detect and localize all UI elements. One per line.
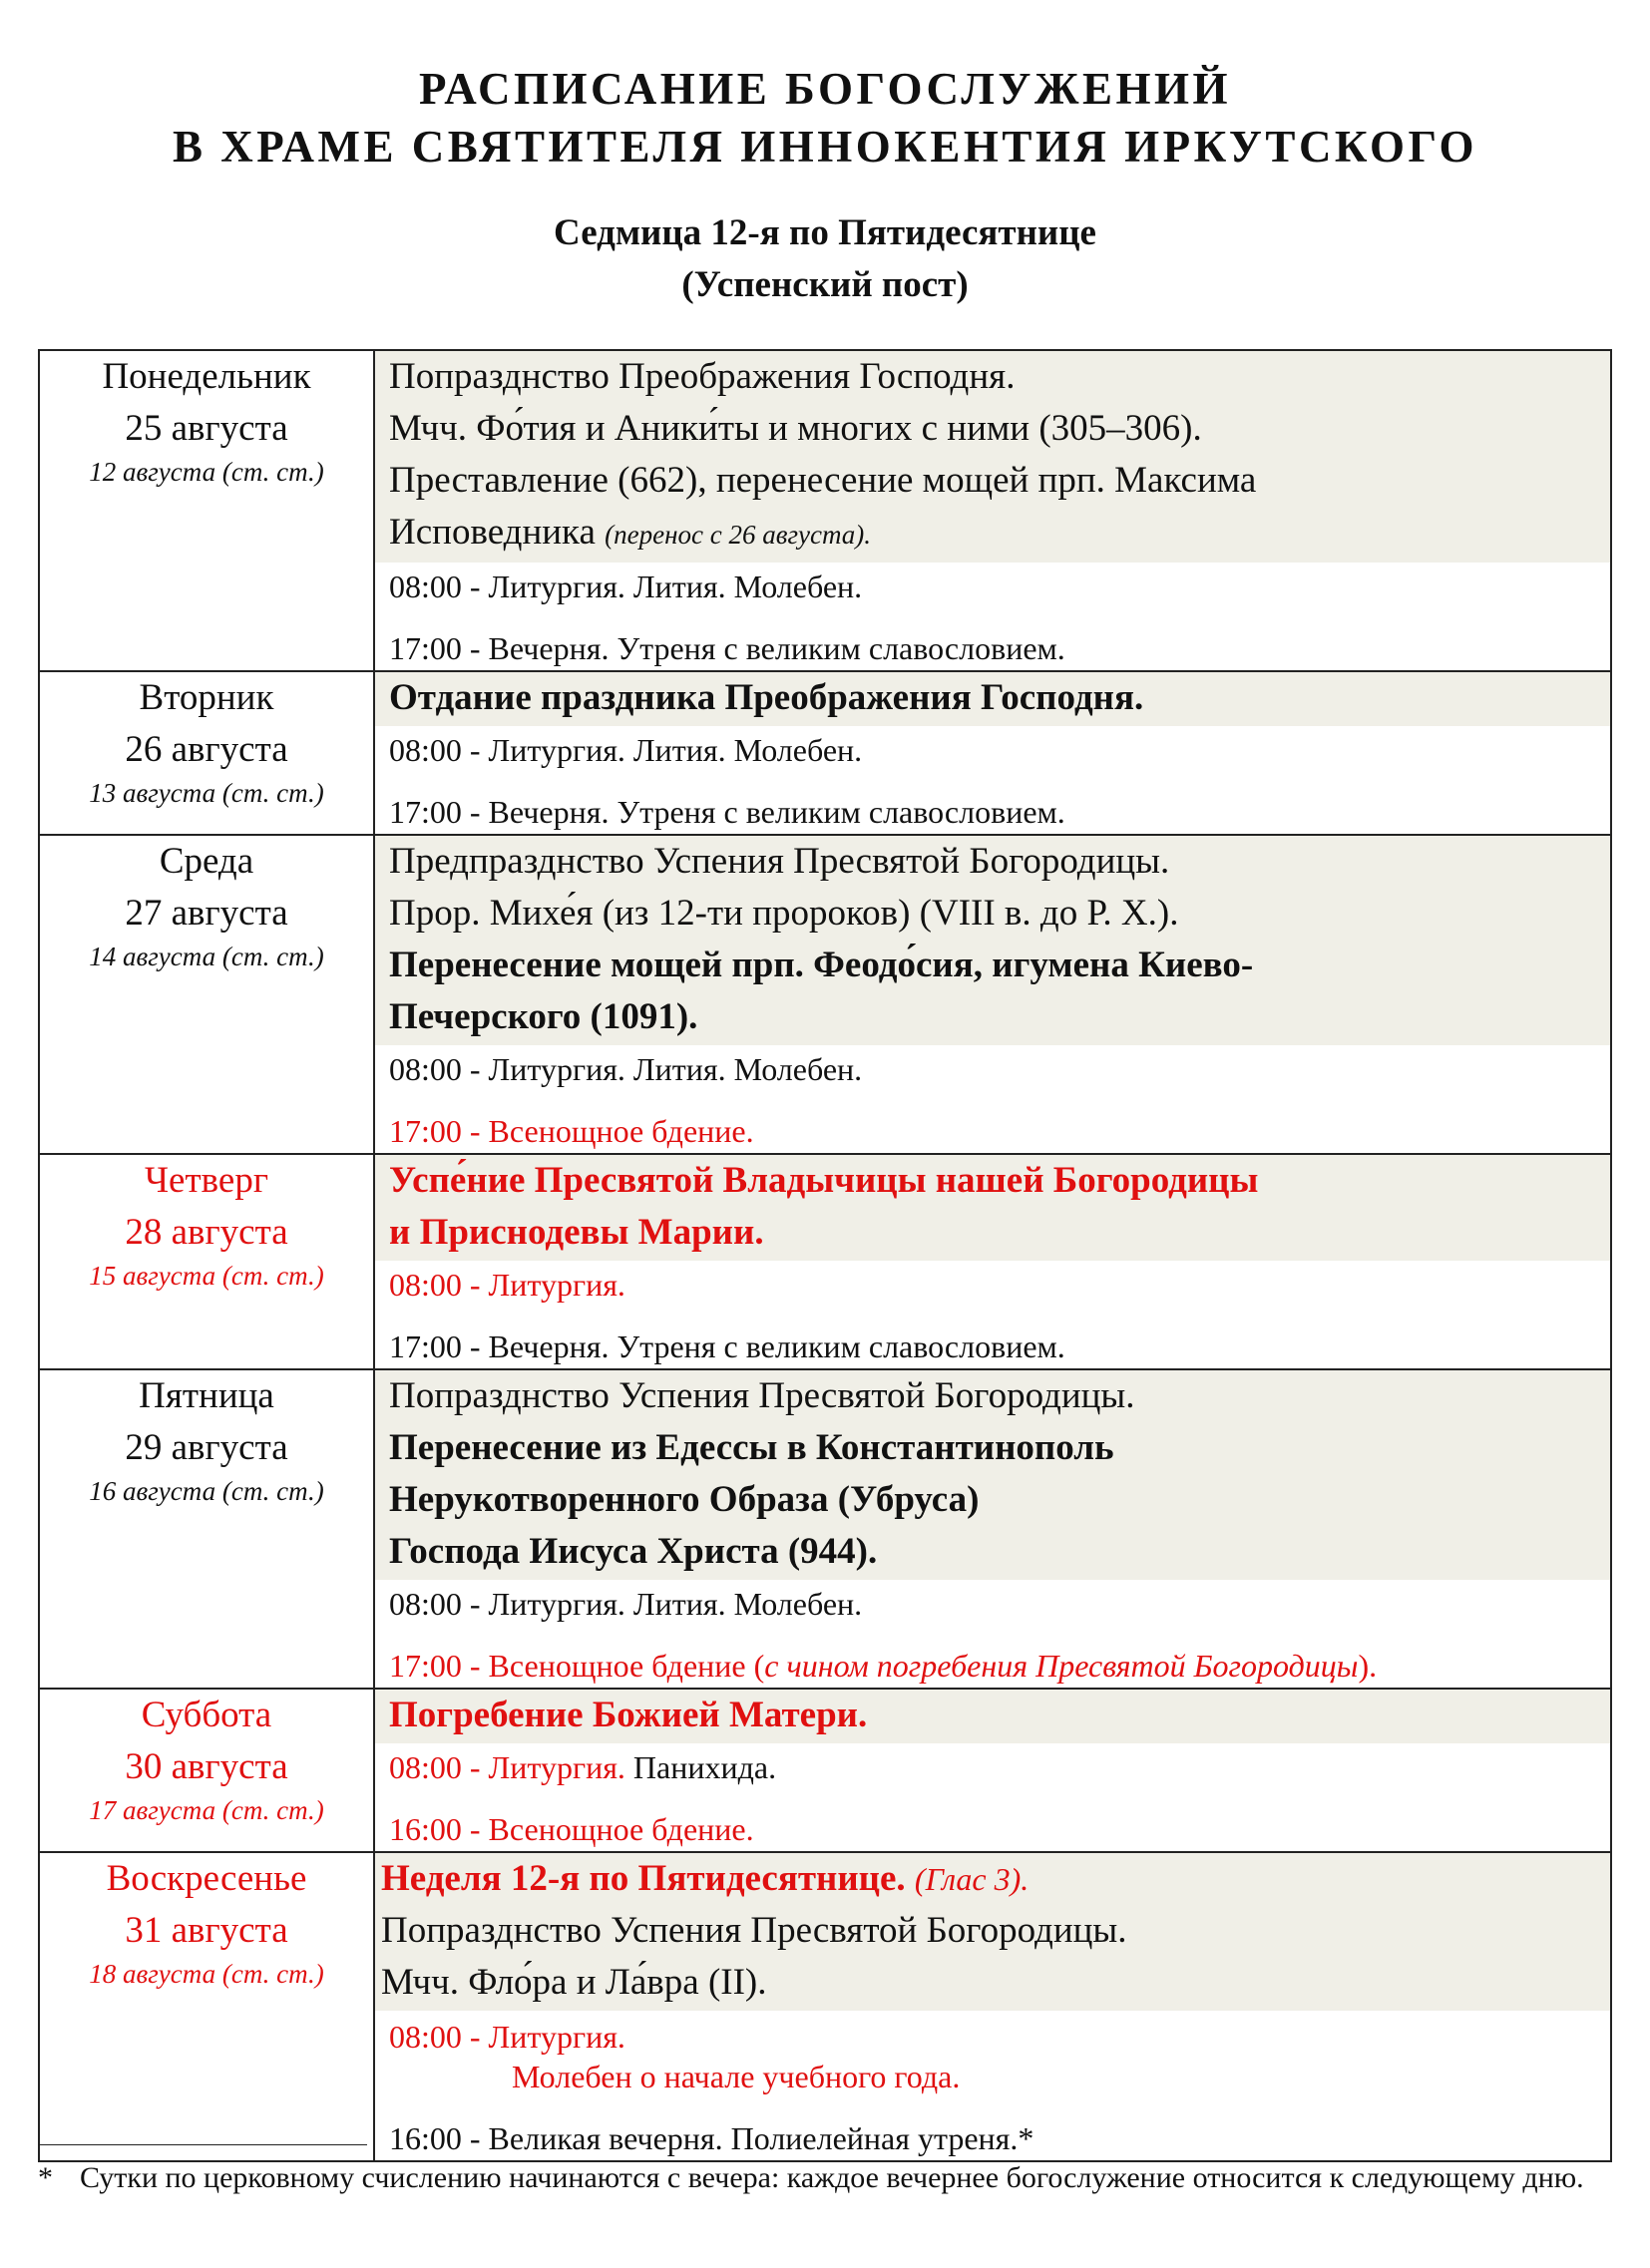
feast-line: и Приснодевы Марии. (389, 1212, 764, 1253)
service-morning: 08:00 - Литургия. Лития. Молебен. (389, 1586, 863, 1622)
service-morning-text: 08:00 - Литургия. (389, 1749, 625, 1785)
day-date: 28 августа (125, 1212, 288, 1253)
feast-line: Мчч. Фо́тия и Аники́ты и многих с ними (305–306). (389, 408, 1202, 449)
day-name: Среда (159, 841, 254, 882)
service-morning: 08:00 - Литургия. Лития. Молебен. (389, 732, 863, 768)
title-line-1: РАСПИСАНИЕ БОГОСЛУЖЕНИЙ (419, 64, 1231, 114)
service-morning-extra: Молебен о начале учебного года. (512, 2059, 961, 2094)
old-style-date: 15 августа (ст. ст.) (89, 1261, 324, 1291)
old-style-date: 17 августа (ст. ст.) (89, 1795, 324, 1825)
feast-line: Мчч. Фло́ра и Ла́вра (II). (381, 1962, 767, 2003)
day-name: Четверг (145, 1160, 268, 1201)
day-name: Суббота (141, 1695, 272, 1735)
old-style-date: 12 августа (ст. ст.) (89, 457, 324, 487)
feast-block (375, 1370, 1610, 1580)
service-evening-note: с чином погребения Пресвятой Богородицы (764, 1648, 1359, 1684)
service-evening: 17:00 - Вечерня. Утреня с великим славословием. (389, 1328, 1065, 1364)
day-date: 30 августа (125, 1746, 288, 1787)
day-cell-thursday (39, 1154, 374, 1369)
feast-line: Успе́ние Пресвятой Владычицы нашей Богородицы (389, 1160, 1259, 1201)
feast-block (375, 836, 1610, 1045)
feast-block (375, 351, 1610, 563)
day-date: 29 августа (125, 1427, 288, 1468)
feast-block (375, 1853, 1610, 2011)
table-row (39, 835, 1611, 1154)
page-subtitle (0, 207, 1650, 311)
schedule-table (38, 349, 1612, 2162)
table-row (39, 1154, 1611, 1369)
feast-note: (Глас 3). (914, 1861, 1030, 1897)
feast-line: Прор. Михе́я (из 12-ти пророков) (VIII в. до Р. Х.). (389, 893, 1179, 934)
feast-line: Попразднство Преображения Господня. (389, 356, 1016, 397)
day-cell-saturday (39, 1689, 374, 1852)
feast-line: Предпразднство Успения Пресвятой Богородицы. (389, 841, 1170, 882)
old-style-date: 18 августа (ст. ст.) (89, 1959, 324, 1989)
title-line-2: В ХРАМЕ СВЯТИТЕЛЯ ИННОКЕНТИЯ ИРКУТСКОГО (173, 122, 1477, 172)
day-name: Понедельник (102, 356, 311, 397)
service-evening: 17:00 - Вечерня. Утреня с великим славословием. (389, 630, 1065, 666)
service-evening: 17:00 - Всенощное бдение. (389, 1113, 754, 1149)
service-evening-close: ). (1358, 1648, 1378, 1684)
feast-block (375, 1690, 1610, 1743)
service-morning-text: 08:00 - Литургия. (389, 2019, 625, 2055)
day-cell-sunday (39, 1852, 374, 2161)
day-name: Вторник (139, 677, 274, 718)
service-evening (375, 1628, 1610, 1688)
feast-block (375, 672, 1610, 726)
footnote (38, 2156, 1612, 2200)
day-cell-monday (39, 350, 374, 671)
feast-line: Перенесение мощей прп. Феодо́сия, игумена Киево- (389, 945, 1254, 985)
feast-line: Погребение Божией Матери. (389, 1695, 868, 1735)
service-morning-extra: Панихида. (624, 1749, 777, 1785)
day-date: 25 августа (125, 408, 288, 449)
table-row (39, 671, 1611, 835)
footnote-text: Сутки по церковному счислению начинаются с вечера: каждое вечернее богослужение относится к следующему дню. (80, 2161, 1584, 2194)
feast-line: Перенесение из Едессы в Константинополь (389, 1427, 1114, 1468)
feast-line: Господа Иисуса Христа (944). (389, 1531, 878, 1572)
feast-line: Исповедника (389, 512, 596, 553)
service-evening: 17:00 - Вечерня. Утреня с великим славословием. (389, 794, 1065, 830)
day-cell-wednesday (39, 835, 374, 1154)
subtitle-week: Седмица 12-я по Пятидесятнице (554, 212, 1096, 253)
services-cell-friday (374, 1369, 1611, 1689)
day-date: 27 августа (125, 893, 288, 934)
services-cell-tuesday (374, 671, 1611, 835)
service-morning: 08:00 - Литургия. Лития. Молебен. (389, 1051, 863, 1087)
table-row (39, 1689, 1611, 1852)
day-date: 31 августа (125, 1910, 288, 1951)
service-morning (375, 1743, 1610, 1791)
day-name: Пятница (139, 1375, 274, 1416)
feast-line: Печерского (1091). (389, 996, 698, 1037)
feast-note: (перенос с 26 августа). (605, 520, 872, 550)
feast-line: Неделя 12-я по Пятидесятнице. (381, 1858, 906, 1899)
feast-line: Преставление (662), перенесение мощей прп. Максима (389, 460, 1257, 501)
service-evening: 16:00 - Всенощное бдение. (389, 1811, 754, 1847)
day-cell-friday (39, 1369, 374, 1689)
services-cell-sunday (374, 1852, 1611, 2161)
day-date: 26 августа (125, 729, 288, 770)
table-row (39, 1369, 1611, 1689)
feast-block (375, 1155, 1610, 1261)
page-title (0, 60, 1650, 176)
old-style-date: 14 августа (ст. ст.) (89, 942, 324, 971)
footnote-divider (38, 2144, 367, 2145)
day-name: Воскресенье (106, 1858, 307, 1899)
service-evening: 16:00 - Великая вечерня. Полиелейная утреня.* (389, 2120, 1034, 2156)
services-cell-wednesday (374, 835, 1611, 1154)
feast-line: Попразднство Успения Пресвятой Богородицы. (389, 1375, 1135, 1416)
old-style-date: 16 августа (ст. ст.) (89, 1476, 324, 1506)
service-morning: 08:00 - Литургия. (389, 1267, 625, 1303)
footnote-marker: * (38, 2161, 53, 2194)
feast-line: Отдание праздника Преображения Господня. (389, 677, 1144, 718)
services-cell-saturday (374, 1689, 1611, 1852)
day-cell-tuesday (39, 671, 374, 835)
services-cell-monday (374, 350, 1611, 671)
service-evening-text: 17:00 - Всенощное бдение ( (389, 1648, 765, 1684)
subtitle-fast: (Успенский пост) (681, 264, 969, 305)
service-morning: 08:00 - Литургия. Лития. Молебен. (389, 568, 863, 604)
services-cell-thursday (374, 1154, 1611, 1369)
table-row (39, 1852, 1611, 2161)
table-row (39, 350, 1611, 671)
feast-line: Попразднство Успения Пресвятой Богородицы. (381, 1910, 1127, 1951)
old-style-date: 13 августа (ст. ст.) (89, 778, 324, 808)
service-morning (375, 2011, 1610, 2100)
feast-line: Нерукотворенного Образа (Убруса) (389, 1479, 980, 1520)
